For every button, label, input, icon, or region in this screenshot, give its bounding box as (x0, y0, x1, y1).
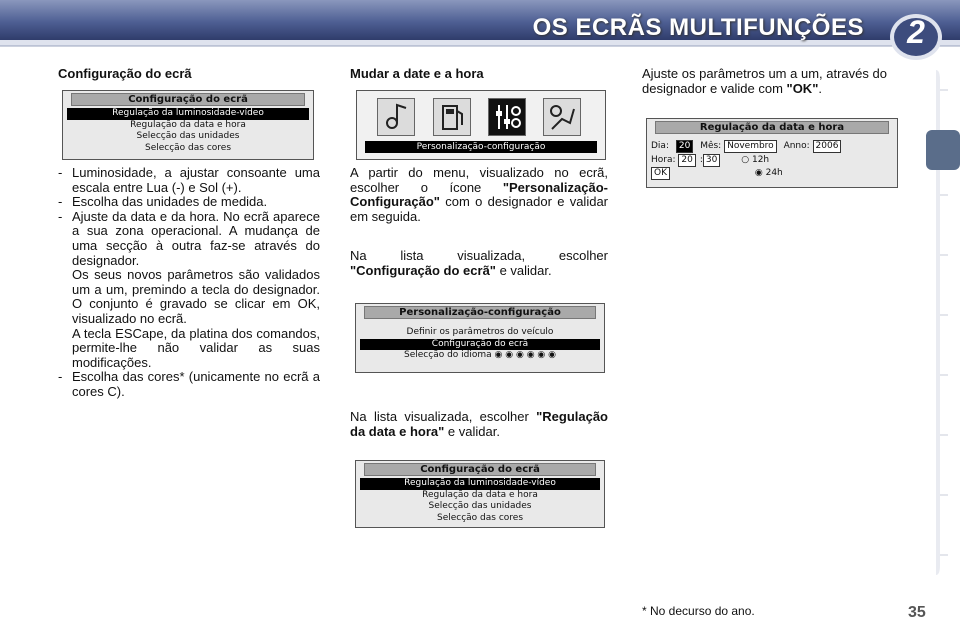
screen-row-selected: Regulação da luminosidade-vídeo (360, 478, 600, 490)
screen-config-menu-2 (355, 460, 605, 528)
screen-row: Regulação da data e hora (130, 119, 246, 130)
paragraph-list-2: Na lista visualizada, escolher "Regulação da data e hora" e validar. (350, 409, 608, 439)
day-field: 20 (676, 140, 693, 153)
column-change-date (350, 67, 608, 82)
page-number: 35 (908, 604, 926, 621)
screen-row-selected: Regulação da luminosidade-vídeo (67, 108, 309, 120)
footnote: * No decurso do ano. (642, 604, 755, 618)
screen-personalization-menu (355, 303, 605, 373)
menu-label: Personalização-configuração (365, 141, 597, 153)
radio-12h-icon: ○ (741, 155, 750, 165)
screen-title: Regulação da data e hora (655, 121, 889, 134)
hour-field: 20 (678, 154, 695, 167)
time-row: Hora: 20 : 30 ○ 12h (651, 155, 770, 165)
screen-row: Selecção das cores (436, 512, 524, 523)
screen-row: Selecção das unidades (428, 501, 532, 511)
chapter-number: 2 (907, 14, 925, 50)
screen-row: Selecção das unidades (136, 131, 240, 141)
chapter-side-rail (926, 70, 960, 575)
screen-row-selected: Configuração do ecrã (360, 339, 600, 351)
ok-field: OK (651, 167, 670, 180)
radio-24h-icon: ◉ (754, 168, 763, 178)
month-field: Novembro (724, 140, 777, 153)
music-icon (377, 98, 415, 136)
list-item: - Luminosidade, a ajustar consoante uma escala entre Lua (-) e Sol (+). (58, 165, 320, 195)
settings-icon (488, 98, 526, 136)
list-item: - Escolha das cores* (unicamente no ecrã a cores C). (58, 369, 320, 399)
paragraph: Os seus novos parâmetros são validados um a um, premindo a tecla do designador. O conjunto é gravado se clicar em OK, visualizado no ecrã. (72, 267, 320, 326)
column-1-body (58, 166, 320, 400)
page-title: OS ECRÃS MULTIFUNÇÕES (532, 14, 864, 41)
list-item: - Ajuste da data e da hora. No ecrã aparece a sua zona operacional. A mudança de uma secção à outra faz-se através do designador. (58, 208, 320, 268)
screen-row: Selecção das cores (144, 142, 232, 153)
minute-field: 30 (703, 154, 720, 167)
screen-title: Personalização-configuração (364, 306, 596, 319)
navigation-icon (543, 98, 581, 136)
column-screen-config (58, 67, 320, 82)
paragraph-menu: A partir do menu, visualizado no ecrã, escolher o ícone "Personalização-Configuração" com o designador e validar em seguida. (350, 165, 608, 224)
screen-config-menu (62, 90, 314, 160)
fuel-icon (433, 98, 471, 136)
section-heading: Configuração do ecrã (58, 66, 192, 81)
screen-date-time (646, 118, 898, 188)
screen-title: Configuração do ecrã (71, 93, 305, 106)
active-chapter-tab (926, 130, 960, 170)
screen-main-menu (356, 90, 606, 160)
screen-row: Regulação da data e hora (422, 489, 538, 500)
bullet-list (58, 166, 320, 268)
screen-title: Configuração do ecrã (364, 463, 596, 476)
paragraph: A tecla ESCape, da platina dos comandos, permite-lhe não validar as suas modificações. (72, 325, 320, 370)
paragraph-list-1: Na lista visualizada, escolher "Configuração do ecrã" e validar. (350, 248, 608, 278)
year-field: 2006 (813, 140, 842, 153)
screen-row: Selecção do idioma ◉ ◉ ◉ ◉ ◉ ◉ (404, 350, 556, 360)
flag-icons: ◉ ◉ ◉ ◉ ◉ ◉ (494, 350, 556, 360)
screen-row: Definir os parâmetros do veículo (406, 327, 554, 337)
list-item: - Escolha das unidades de medida. (58, 194, 268, 210)
bullet-list (58, 370, 320, 399)
section-heading: Mudar a date e a hora (350, 66, 484, 81)
time-format-row: OK ◉ 24h (647, 167, 897, 180)
paragraph-adjust: Ajuste os parâmetros um a um, através do designador e valide com "OK". (642, 66, 887, 96)
date-row: Dia: 20 Mês: Novembro Anno: 2006 (647, 136, 897, 153)
